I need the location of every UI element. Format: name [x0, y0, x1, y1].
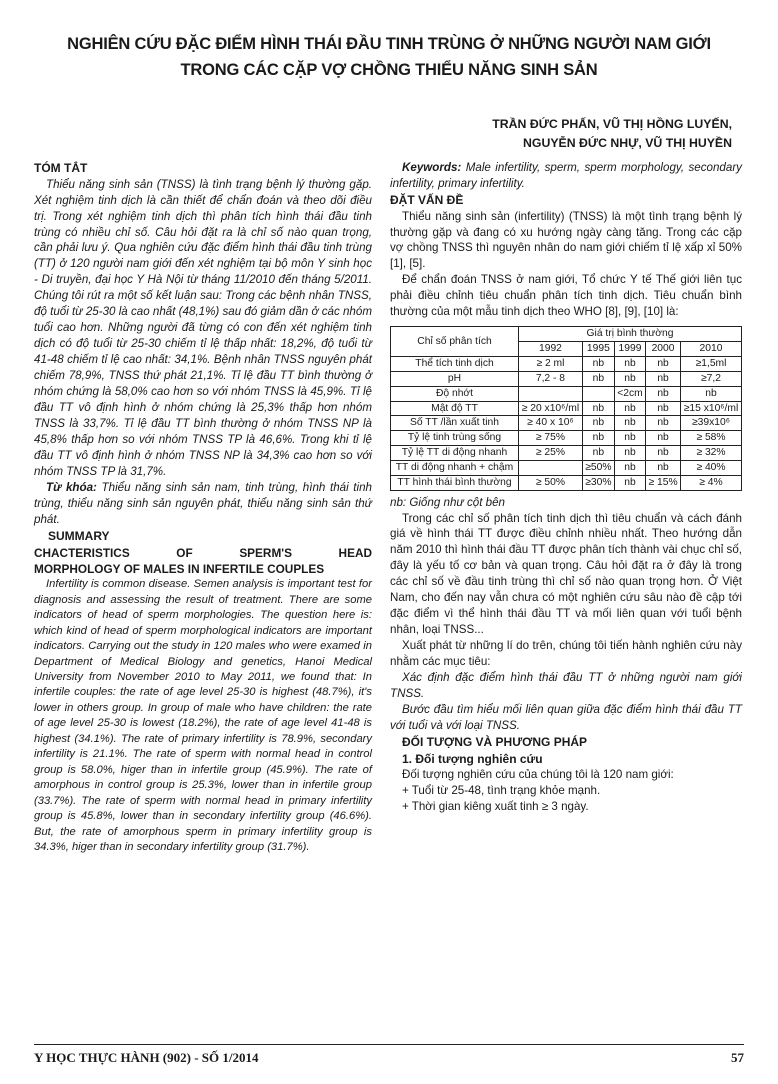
table-cell: nb [614, 401, 645, 416]
table-cell: Số TT /lần xuất tinh [391, 416, 519, 431]
table-row [391, 416, 742, 431]
table-year: 1999 [614, 342, 645, 357]
left-column [34, 160, 372, 855]
table-cell: ≥7,2 [681, 371, 742, 386]
who-norms-table [390, 326, 742, 490]
criteria-item: + Thời gian kiêng xuất tinh ≥ 3 ngày. [402, 800, 589, 814]
table-cell: nb [614, 460, 645, 475]
table-cell: nb [582, 431, 614, 446]
methods-heading: ĐỐI TƯỢNG VÀ PHƯƠNG PHÁP [402, 735, 588, 750]
table-cell: nb [646, 386, 681, 401]
table-cell: <2cm [614, 386, 645, 401]
table-row [391, 431, 742, 446]
table-cell: nb [614, 416, 645, 431]
table-cell: nb [646, 446, 681, 461]
table-year: 1992 [519, 342, 583, 357]
table-row [391, 386, 742, 401]
keywords-vi-text: Thiểu năng sinh sản nam, tinh trùng, hình thái tinh trùng, thiểu năng sinh sản nguyên phát, thiểu năng sinh sản thứ phát. [34, 481, 372, 527]
subsection-1-text: Đối tượng nghiên cứu của chúng tôi là 120 nam giới: [402, 768, 674, 782]
table-cell: 7,2 - 8 [519, 371, 583, 386]
table-cell: Tỷ lệ TT di động nhanh [391, 446, 519, 461]
table-note: nb: Giống như cột bên [390, 495, 505, 509]
title-line-1: NGHIÊN CỨU ĐẶC ĐIỂM HÌNH THÁI ĐẦU TINH TRÙNG Ở NHỮNG NGƯỜI NAM GIỚI [67, 35, 711, 53]
table-cell: ≥50% [582, 460, 614, 475]
table-cell: nb [646, 401, 681, 416]
page-number: 57 [731, 1050, 744, 1065]
table-cell: ≥39x10⁶ [681, 416, 742, 431]
table-cell: ≥ 75% [519, 431, 583, 446]
table-cell [519, 386, 583, 401]
table-year: 2010 [681, 342, 742, 357]
subsection-1-heading: 1. Đối tượng nghiên cứu [402, 751, 543, 766]
table-cell: ≥ 58% [681, 431, 742, 446]
table-cell: ≥ 20 x10⁶/ml [519, 401, 583, 416]
table-cell: ≥ 50% [519, 475, 583, 490]
table-cell: nb [646, 460, 681, 475]
summary-heading: SUMMARY [48, 529, 110, 544]
table-cell: ≥ 25% [519, 446, 583, 461]
table-cell: pH [391, 371, 519, 386]
table-row [391, 371, 742, 386]
aim-2: Bước đầu tìm hiểu mối liên quan giữa đặc điểm hình thái đầu TT với tuổi và với loại TNSS. [390, 703, 742, 733]
authors-line-2: NGUYỄN ĐỨC NHỰ, VŨ THỊ HUYỀN [523, 136, 732, 151]
keywords-en-label: Keywords: [402, 161, 462, 174]
table-year: 1995 [582, 342, 614, 357]
table-cell: ≥ 15% [646, 475, 681, 490]
table-cell: nb [646, 416, 681, 431]
table-col-header: Chỉ số phân tích [391, 327, 519, 357]
table-cell: nb [681, 386, 742, 401]
table-year: 2000 [646, 342, 681, 357]
summary-title-line-2: MORPHOLOGY OF MALES IN INFERTILE COUPLES [34, 562, 325, 577]
title-line-2: TRONG CÁC CẶP VỢ CHỒNG THIỂU NĂNG SINH SẢN [180, 60, 598, 79]
table-cell: nb [582, 401, 614, 416]
table-row [391, 446, 742, 461]
table-cell: nb [582, 371, 614, 386]
keywords-vi-label: Từ khóa: [46, 481, 97, 495]
table-cell: nb [614, 357, 645, 372]
table-cell: ≥15 x10⁶/ml [681, 401, 742, 416]
body-paragraph-4: Xuất phát từ những lí do trên, chúng tôi tiến hành nghiên cứu này nhằm các mục tiêu: [390, 639, 742, 669]
table-cell: ≥ 32% [681, 446, 742, 461]
summary-title-line-1: CHACTERISTICS OF SPERM'S HEAD [34, 545, 372, 560]
table-cell: ≥30% [582, 475, 614, 490]
abstract-vi-body: Thiểu năng sinh sản (TNSS) là tình trạng bệnh lý thường gặp. Xét nghiệm tinh dịch là cần thiết để chẩn đoán và theo dõi điều trị. Trong xét nghiệm tinh dịch thì phân tích hình thái đầu tinh trùng có nhiều chỉ số. Câu hỏi đặt ra là chỉ số nào quan trọng, cần phải lưu ý. Qua nghiên cứu đặc điểm hình thái đầu tinh trùng (TT) ở 120 người nam giới đến xét nghiệm tại bộ môn Y sinh học - Di truyền, đại học Y Hà Nội từ tháng 11/2010 đến tháng 5/2011. Chúng tôi rút ra một số kết luận sau: Trong các bệnh nhân TNSS, độ tuổi từ 25-30 là cao nhất (48,1%) sau đó giảm dần ở các nhóm tuổi cao hơn. Những người đã từng có con đến xét nghiệm tinh dịch có độ tuổi từ 25-30 chiếm tỉ lệ thấp nhất: 18,2%, độ tuổi từ 41-48 chiếm tỉ lệ cao nhất: 34,1%. Bệnh nhân TNSS nguyên phát chiếm 78,9%, TNSS thứ phát 21,1%. Tỉ lệ đầu TT bình thường ở nhóm chứng là 58,0% cao hơn so với nhóm TNSS là 45,9%. Tỉ lệ đầu TT vô định hình ở nhóm chứng là 25,3% thấp hơn nhóm TNSS là 33,7%. Tỉ lệ đầu TT bình thường ở nhóm TNSS NP là 45,8% thấp hơn so với nhóm TNSS TP là 46,6%. Trong khi tỉ lệ đầu TT vô định hình ở nhóm TNSS NP là 34,3% cao hơn so với nhóm TNSS TP là 31,7%. [34, 177, 372, 479]
table-cell: Độ nhớt [391, 386, 519, 401]
table-group-header: Giá trị bình thường [519, 327, 742, 342]
table-cell: TT hình thái bình thường [391, 475, 519, 490]
table-cell: nb [614, 371, 645, 386]
table-cell: Tỷ lệ tinh trùng sống [391, 431, 519, 446]
page-footer [34, 1044, 744, 1067]
abstract-vi-heading: TÓM TẮT [34, 161, 88, 175]
table-cell: ≥ 40 x 10⁶ [519, 416, 583, 431]
authors-line-1: TRẦN ĐỨC PHẤN, VŨ THỊ HỒNG LUYẾN, [492, 117, 732, 131]
keywords-vi [34, 480, 372, 528]
intro-paragraph-1: Thiểu năng sinh sản (infertility) (TNSS) là một tình trạng bệnh lý thường gặp và đang có xu hướng ngày càng tăng. Trong các cặp vợ chồng TNSS thì nguyên nhân do nam giới chiếm tỉ lệ xấp xỉ 50% [1], [5]. [390, 209, 742, 271]
table-cell: nb [582, 357, 614, 372]
keywords-en-text: Male infertility, sperm, sperm morphology, secondary infertility, primary infertility. [390, 161, 742, 190]
keywords-en [390, 160, 742, 192]
table-cell: nb [646, 431, 681, 446]
table-cell [519, 460, 583, 475]
table-cell [582, 386, 614, 401]
table-cell: nb [614, 475, 645, 490]
right-column [390, 160, 742, 815]
intro-heading: ĐẶT VẤN ĐỀ [390, 192, 464, 207]
table-row [391, 460, 742, 475]
table-cell: nb [582, 446, 614, 461]
table-row [391, 475, 742, 490]
table-cell: ≥ 2 ml [519, 357, 583, 372]
aim-1: Xác định đặc điểm hình thái đầu TT ở những người nam giới TNSS. [390, 671, 742, 701]
body-paragraph-3: Trong các chỉ số phân tích tinh dịch thì tiêu chuẩn và cách đánh giá về hình thái TT được điều chỉnh nhiều nhất. Theo hướng dẫn năm 2010 thì hình thái đầu TT được phân tích thành vài chục chỉ số, đây là yếu tố cơ bản và quan trọng. Câu hỏi đặt ra ở đây là trong các chỉ số về đầu tinh trùng thì chỉ số nào quan trọng hơn. Ở Việt Nam, cho đến nay vẫn chưa có một nghiên cứu sâu nào đề cập tới đặc điểm vì thể hình thái đầu TT và mối liên quan với tuổi bệnh nhân, loại TNSS... [390, 511, 742, 637]
table-cell: TT di động nhanh + chậm [391, 460, 519, 475]
journal-name: Y HỌC THỰC HÀNH (902) - SỐ 1/2014 [34, 1050, 259, 1065]
table-cell: ≥1,5ml [681, 357, 742, 372]
table-cell: nb [582, 416, 614, 431]
table-cell: nb [646, 371, 681, 386]
table-cell: Thể tích tinh dịch [391, 357, 519, 372]
article-title [20, 32, 758, 83]
table-row [391, 357, 742, 372]
summary-body: Infertility is common disease. Semen analysis is important test for diagnosis and assessing the result of treatment. There are some indicators of head of sperm morphologies. The question here is: which kind of head of sperm morphological indicators are important indicators. Carrying out the study in 120 males who were examed in Department of Medical Biology and genetics, Hanoi Medical University from November 2010 to May 2011, we found that: In infertile couples: the rate of age level 25-30 is highest (48.7%), it's lower in others group. In group of male who have children: the rate of age level 25-30 is lowest (18.2%), the rate of age level 41-48 is highest (34.1%). The rate of primary infertility is 78.9%, secondary infertility is 21.1%. The rate of sperm with normal head in control group is 58.0%, higer than in infertile group (45.9%). The rate of amorphous in control group is 25.3%, lower than in infertile group (33.7%). The rate of sperm with normal head in primary infertility group is 45.8%, lower than in secondary infertility group (46.6%). But, the rate of amorphous sperm in primary infertility group is 34.3%, higer than in secondary infertility group (31.7%). [34, 578, 372, 853]
intro-paragraph-2: Để chẩn đoán TNSS ở nam giới, Tổ chức Y tế Thế giới liên tục phải điều chỉnh tiêu chuẩn phân tích tinh dịch. Tiêu chuẩn bình thường của một mẫu tinh dịch theo WHO [8], [9], [10] là: [390, 273, 742, 319]
author-list [492, 115, 732, 153]
table-cell: nb [646, 357, 681, 372]
table-cell: Mật độ TT [391, 401, 519, 416]
table-row [391, 401, 742, 416]
table-cell: ≥ 40% [681, 460, 742, 475]
table-cell: ≥ 4% [681, 475, 742, 490]
table-cell: nb [614, 446, 645, 461]
table-cell: nb [614, 431, 645, 446]
criteria-item: + Tuổi từ 25-48, tình trạng khỏe mạnh. [402, 784, 601, 798]
